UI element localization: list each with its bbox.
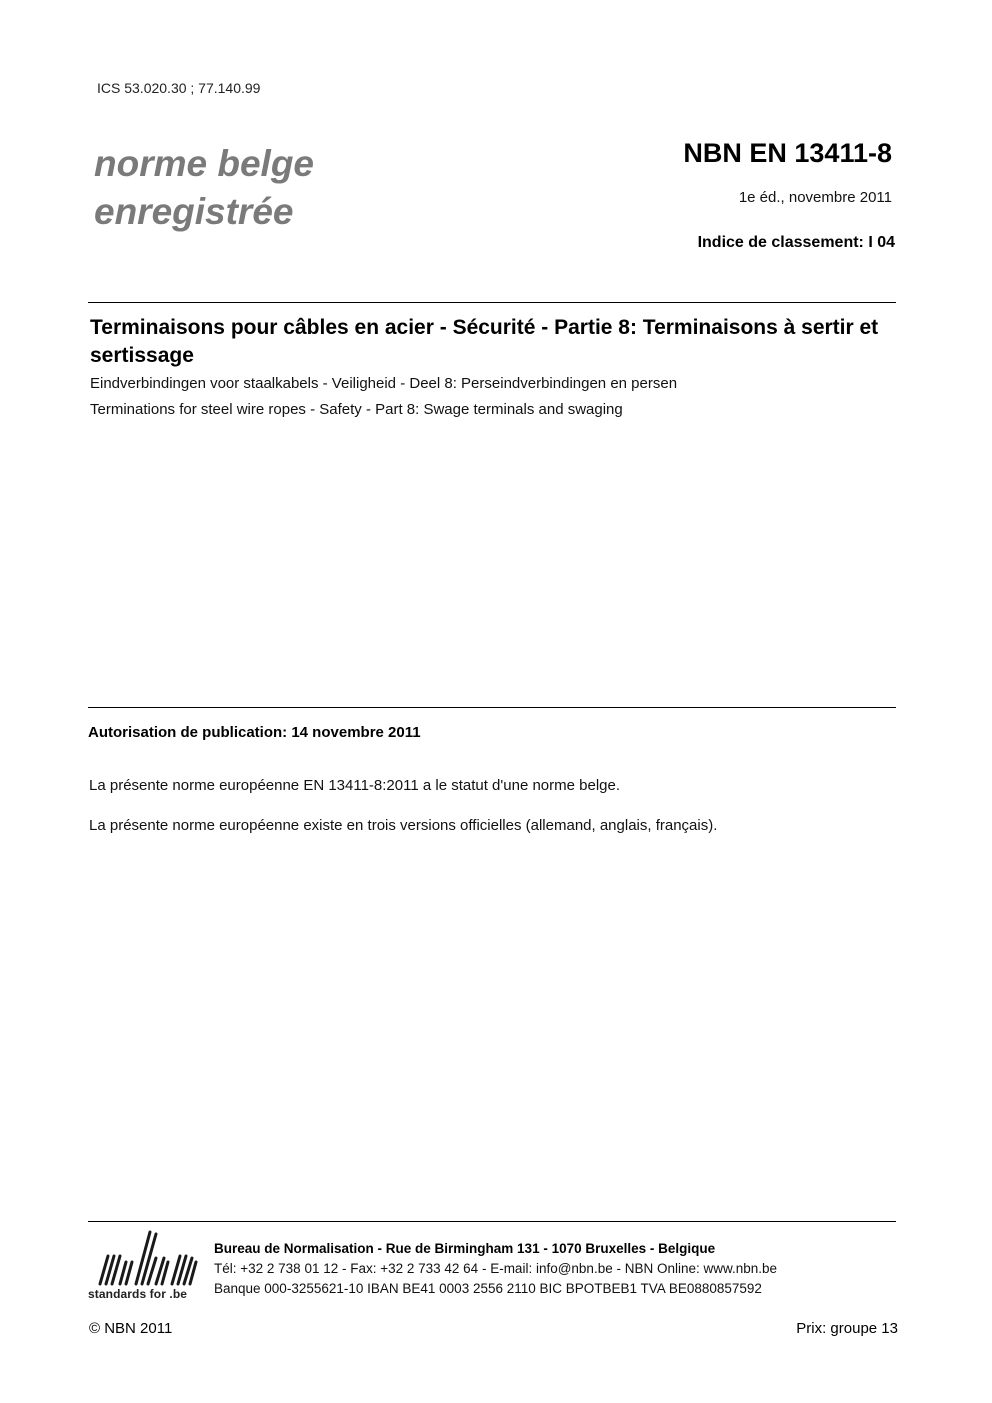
document-type-line-1: norme belge <box>94 143 314 184</box>
divider-middle <box>88 707 896 708</box>
status-paragraph: La présente norme européenne EN 13411-8:2011 a le statut d'une norme belge. <box>89 777 621 794</box>
edition-info: 1e éd., novembre 2011 <box>738 189 892 206</box>
title-french: Terminaisons pour câbles en acier - Sécurité - Partie 8: Terminaisons à sertir et sertissage <box>90 316 879 367</box>
classification-index: Indice de classement: I 04 <box>697 234 895 251</box>
title-dutch: Eindverbindingen voor staalkabels - Veiligheid - Deel 8: Perseindverbindingen en persen <box>90 375 678 392</box>
divider-footer <box>88 1221 896 1222</box>
logo-caption: standards for .be <box>88 1287 188 1301</box>
publication-authorisation: Autorisation de publication: 14 novembre 2011 <box>88 724 421 741</box>
versions-paragraph: La présente norme européenne existe en trois versions officielles (allemand, anglais, français). <box>89 817 718 834</box>
footer-banking: Banque 000-3255621-10 IBAN BE41 0003 2556 2110 BIC BPOTBEB1 TVA BE0880857592 <box>214 1281 762 1296</box>
copyright: © NBN 2011 <box>89 1320 173 1337</box>
price-group: Prix: groupe 13 <box>796 1320 898 1337</box>
ics-code: ICS 53.020.30 ; 77.140.99 <box>97 80 261 96</box>
divider-top <box>88 302 896 303</box>
document-type-label <box>94 140 314 236</box>
footer-address: Bureau de Normalisation - Rue de Birmingham 131 - 1070 Bruxelles - Belgique <box>214 1241 716 1256</box>
document-type-line-2: enregistrée <box>94 191 294 232</box>
standard-number: NBN EN 13411-8 <box>683 138 892 168</box>
footer-contact: Tél: +32 2 738 01 12 - Fax: +32 2 733 42 64 - E-mail: info@nbn.be - NBN Online: www.nbn.be <box>214 1261 778 1276</box>
title-english: Terminations for steel wire ropes - Safety - Part 8: Swage terminals and swaging <box>90 401 623 418</box>
